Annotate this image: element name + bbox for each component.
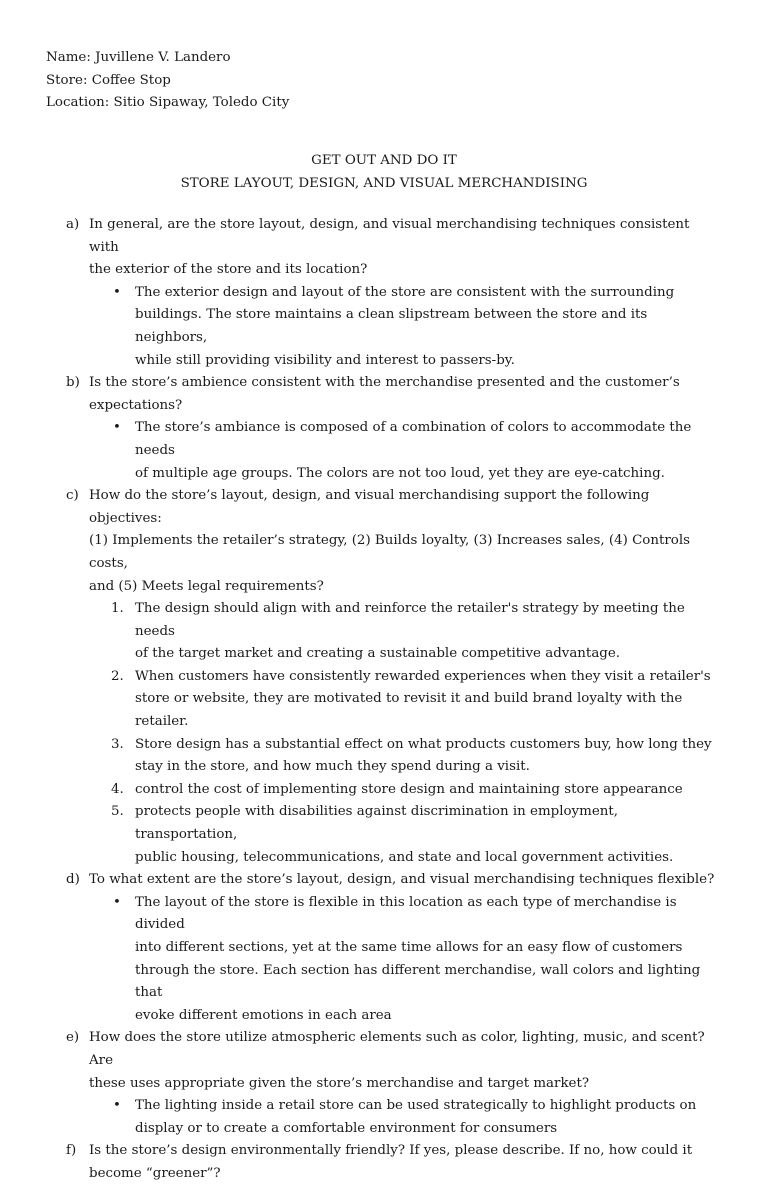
question-text-line: the exterior of the store and its location? — [89, 262, 368, 278]
question-list — [0, 214, 768, 1186]
answer-text-line: buildings. The store maintains a clean slipstream between the store and its neighbors, — [135, 307, 648, 345]
name-line: Name: Juvillene V. Landero — [46, 50, 231, 65]
answer-numbered-item — [0, 598, 768, 666]
answer-number: 4. — [111, 781, 124, 797]
answer-text-line: into different sections, yet at the same time allows for an easy flow of customers — [135, 940, 683, 955]
question-item — [0, 485, 768, 598]
bullet-icon: • — [113, 284, 121, 300]
question-label: f) — [66, 1143, 77, 1159]
question-item — [0, 214, 768, 282]
question-text-line: How do the store’s layout, design, and visual merchandising support the following objectives: — [89, 488, 650, 526]
question-item — [0, 372, 768, 417]
bullet-icon: • — [113, 894, 121, 910]
answer-numbered-item — [0, 666, 768, 734]
question-item — [0, 1027, 768, 1095]
title-line-2: STORE LAYOUT, DESIGN, AND VISUAL MERCHANDISING — [180, 175, 588, 191]
question-label: d) — [66, 872, 80, 888]
header-block — [46, 47, 289, 115]
answer-text-line: display or to create a comfortable environment for consumers — [135, 1120, 558, 1136]
answer-text-line: of multiple age groups. The colors are not too loud, yet they are eye-catching. — [135, 465, 665, 481]
question-label: e) — [66, 1030, 80, 1046]
answer-bullet — [0, 282, 768, 372]
answer-text-line: store or website, they are motivated to revisit it and build brand loyalty with the — [135, 691, 683, 707]
question-label: c) — [66, 488, 79, 504]
question-text-line: expectations? — [89, 397, 183, 413]
question-label: b) — [66, 375, 80, 391]
question-item — [0, 1140, 768, 1185]
question-text-line: these uses appropriate given the store’s merchandise and target market? — [89, 1075, 590, 1091]
answer-numbered-item — [0, 779, 768, 802]
answer-text-line: Store design has a substantial effect on what products customers buy, how long they — [135, 736, 712, 752]
question-label: a) — [66, 217, 80, 232]
answer-text-line: The store’s ambiance is composed of a combination of colors to accommodate the needs — [135, 420, 692, 458]
question-text-line: To what extent are the store’s layout, design, and visual merchandising techniques flexible? — [89, 872, 715, 888]
answer-numbered-item — [0, 734, 768, 779]
answer-numbered-item — [0, 801, 768, 869]
question-item — [0, 869, 768, 892]
location-line: Location: Sitio Sipaway, Toledo City — [46, 95, 290, 111]
answer-text-line: public housing, telecommunications, and state and local government activities. — [135, 849, 674, 865]
question-text-line: Is the store’s ambience consistent with the merchandise presented and the customer’s — [89, 375, 680, 391]
answer-text-line: When customers have consistently rewarded experiences when they visit a retailer's — [135, 668, 711, 684]
bullet-icon: • — [113, 420, 121, 436]
answer-text-line: retailer. — [135, 714, 189, 730]
title-line-1: GET OUT AND DO IT — [311, 153, 457, 168]
store-line: Store: Coffee Stop — [46, 72, 171, 88]
answer-text-line: The design should align with and reinforce the retailer's strategy by meeting the needs — [135, 601, 685, 639]
question-text-line: (1) Implements the retailer’s strategy, (2) Builds loyalty, (3) Increases sales, (4) Controls costs, — [89, 533, 690, 571]
question-text-line: become “greener”? — [89, 1165, 221, 1181]
question-text-line: and (5) Meets legal requirements? — [89, 578, 324, 594]
answer-text-line: The layout of the store is flexible in this location as each type of merchandise is divided — [135, 894, 677, 933]
answer-text-line: The exterior design and layout of the store are consistent with the surrounding — [135, 284, 675, 300]
answer-text-line: evoke different emotions in each area — [135, 1007, 392, 1023]
bullet-icon: • — [113, 1098, 121, 1114]
answer-text-line: while still providing visibility and interest to passers-by. — [135, 352, 515, 368]
answer-bullet — [0, 892, 768, 1028]
answer-number: 3. — [111, 736, 124, 752]
answer-text-line: The lighting inside a retail store can be used strategically to highlight products on — [135, 1098, 697, 1114]
answer-number: 2. — [111, 668, 124, 684]
answer-text-line: of the target market and creating a sustainable competitive advantage. — [135, 646, 621, 662]
answer-text-line: control the cost of implementing store design and maintaining store appearance — [135, 781, 683, 797]
answer-text-line: protects people with disabilities against discrimination in employment, transportation, — [135, 804, 619, 843]
answer-bullet — [0, 417, 768, 485]
question-text-line: How does the store utilize atmospheric elements such as color, lighting, music, and scent? Are — [89, 1030, 705, 1068]
document-title — [0, 150, 768, 195]
answer-number: 1. — [111, 601, 124, 617]
question-text-line: Is the store’s design environmentally friendly? If yes, please describe. If no, how could it — [89, 1143, 693, 1159]
answer-text-line: stay in the store, and how much they spend during a visit. — [135, 759, 530, 775]
answer-bullet — [0, 1095, 768, 1140]
answer-text-line: through the store. Each section has different merchandise, wall colors and lighting that — [135, 962, 701, 1001]
answer-number: 5. — [111, 804, 124, 820]
question-text-line: In general, are the store layout, design, and visual merchandising techniques consistent with — [89, 217, 690, 255]
